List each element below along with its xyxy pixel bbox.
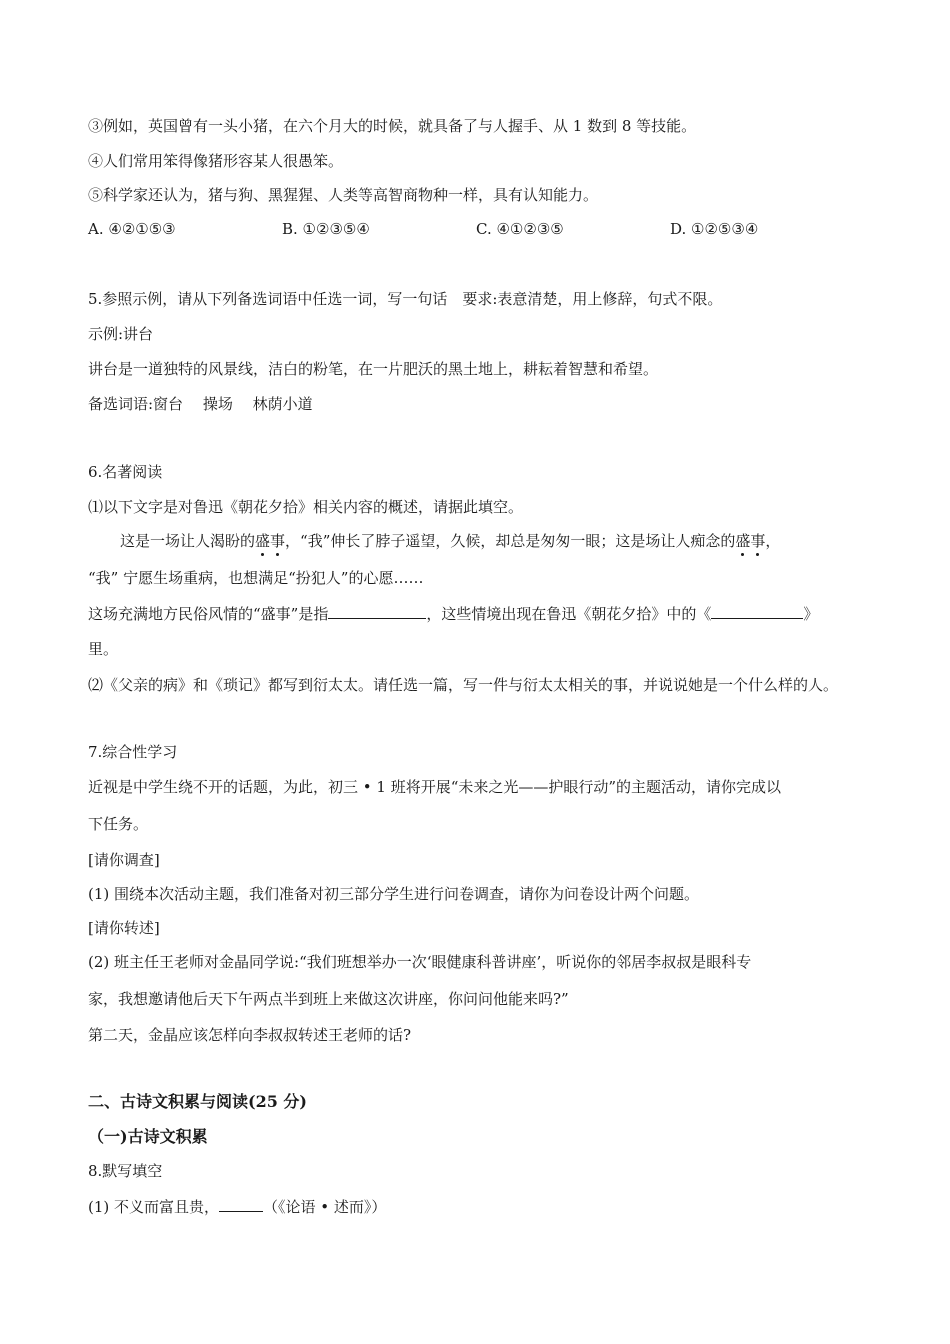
q7-intro-line2: 下任务。	[88, 815, 149, 833]
q5-example: 讲台是一道独特的风景线，洁白的粉笔，在一片肥沃的黑土地上，耕耘着智慧和希望。	[88, 360, 659, 378]
q6-fill-end: 里。	[88, 640, 119, 658]
q8-item-1-source: （《论语 • 述而》）	[263, 1198, 387, 1216]
q5-word-choices: 备选词语:窗台 操场 林荫小道	[88, 395, 313, 413]
q7-heading-relay: [请你转述]	[88, 919, 160, 937]
q6-part2-prompt: ⑵《父亲的病》和《琐记》都写到衍太太。请任选一篇，写一件与衍太太相关的事，并说说她是一个什么样的人。	[88, 676, 839, 694]
q4-option-d: D. ①②⑤③④	[670, 220, 759, 238]
fill-text: ，这些情境出现在鲁迅《朝花夕拾》中的《	[426, 605, 712, 623]
q4-sentence-3: ③例如，英国曾有一头小猪，在六个月大的时候，就具备了与人握手、从 1 数到 8 等技能。	[88, 117, 697, 135]
q4-option-b: B. ①②③⑤④	[282, 220, 370, 238]
quote-text: 这是一场让人渴盼的	[120, 532, 256, 550]
emphasis-char: 盛	[735, 532, 751, 550]
q6-title: 6.名著阅读	[88, 463, 163, 481]
q7-task-2-line3: 第二天，金晶应该怎样向李叔叔转述王老师的话?	[88, 1026, 412, 1044]
emphasis-char: 事	[750, 532, 766, 550]
q4-sentence-4: ④人们常用笨得像猪形容某人很愚笨。	[88, 152, 344, 170]
q6-fill-line	[88, 603, 818, 624]
q4-option-c: C. ④①②③⑤	[476, 220, 564, 238]
emphasis-char: 盛	[255, 532, 271, 550]
q7-task-2-line2: 家，我想邀请他后天下午两点半到班上来做这次讲座，你问问他能来吗?”	[88, 990, 569, 1008]
q6-quote-line1	[120, 531, 780, 551]
q8-item-1	[88, 1196, 386, 1217]
section-2-title: 二、古诗文积累与阅读(25 分)	[88, 1092, 307, 1111]
q7-heading-survey: [请你调查]	[88, 851, 160, 869]
q7-intro-line1: 近视是中学生绕不开的话题，为此，初三 • 1 班将开展“未来之光——护眼行动”的主题活动，请你完成以	[88, 778, 782, 796]
q8-title: 8.默写填空	[88, 1162, 163, 1180]
q7-title: 7.综合性学习	[88, 743, 178, 761]
q7-task-1: (1) 围绕本次活动主题，我们准备对初三部分学生进行问卷调查，请你为问卷设计两个问题。	[88, 885, 700, 903]
q6-part1-prompt: ⑴以下文字是对鲁迅《朝花夕拾》相关内容的概述，请据此填空。	[88, 498, 524, 516]
section-2-subtitle: （一)古诗文积累	[88, 1127, 208, 1146]
answer-blank[interactable]	[219, 1196, 263, 1212]
q5-prompt: 5.参照示例，请从下列备选词语中任选一词，写一句话 要求:表意清楚，用上修辞，句式不限。	[88, 290, 723, 308]
emphasis-char: 事	[270, 532, 286, 550]
quote-text: ，	[765, 532, 781, 550]
q7-task-2-line1: (2) 班主任王老师对金晶同学说:“我们班想举办一次‘眼健康科普讲座’，听说你的邻居李叔叔是眼科专	[88, 953, 752, 971]
q6-quote-line2: “我” 宁愿生场重病，也想满足“扮犯人”的心愿……	[88, 569, 424, 587]
q5-example-label: 示例:讲台	[88, 325, 154, 343]
q8-item-1-text: (1) 不义而富且贵，	[88, 1198, 220, 1216]
answer-blank[interactable]	[328, 603, 426, 619]
q4-option-a: A. ④②①⑤③	[88, 220, 176, 238]
quote-text: ，“我”伸长了脖子遥望，久候，却总是匆匆一眼；这是场让人痴念的	[285, 532, 736, 550]
q4-sentence-5: ⑤科学家还认为，猪与狗、黑猩猩、人类等高智商物种一样，具有认知能力。	[88, 186, 599, 204]
fill-text: 》	[803, 605, 819, 623]
answer-blank[interactable]	[711, 603, 803, 619]
fill-text: 这场充满地方民俗风情的“盛事”是指	[88, 605, 329, 623]
